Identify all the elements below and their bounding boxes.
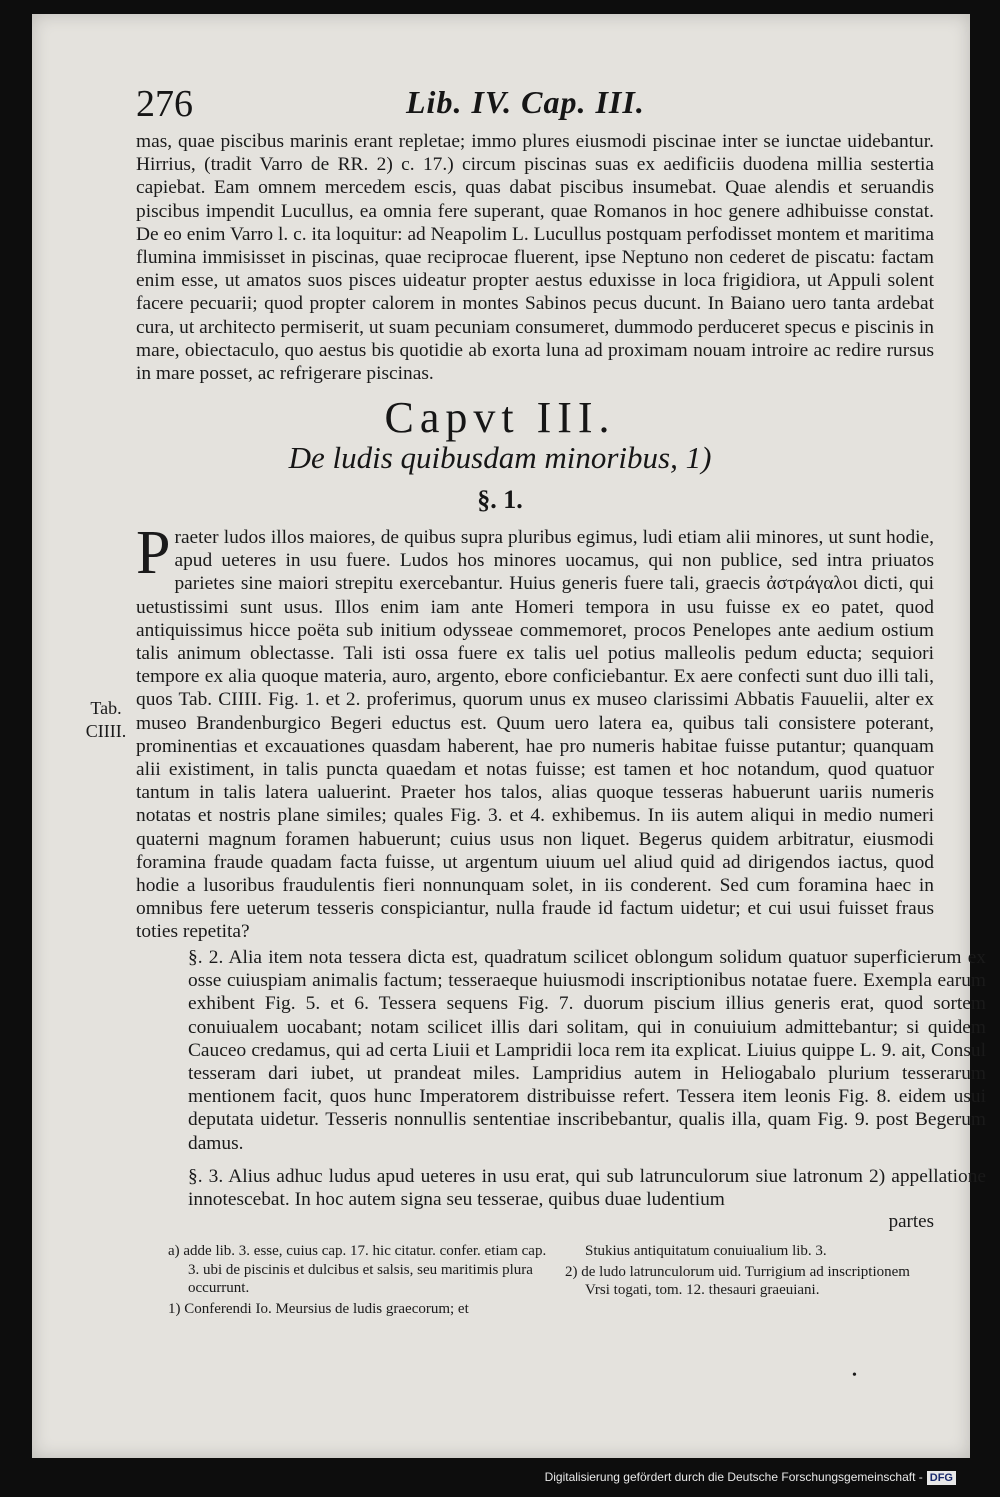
footnote: 1) Conferendi Io. Meursius de ludis graecorum; et [168, 1300, 469, 1317]
dfg-logo: DFG [927, 1471, 956, 1485]
chapter-title: Capvt III. [384, 393, 616, 442]
footnotes-left [168, 1242, 548, 1320]
paragraph-3 [136, 1165, 986, 1211]
chapter-subtitle: De ludis quibusdam minoribus, 1) [288, 440, 712, 475]
printer-mark: • [852, 1368, 857, 1383]
catchword: partes [888, 1211, 934, 1232]
paragraph-2-text: §. 2. Alia item nota tessera dicta est, quadratum scilicet oblongum solidum quatuor superficierum ex osse cuiuspiam animalis factum; tesseraeque huiusmodi inscriptionibus notatae fuere. Exempla earum exhibent Fig. 5. et 6. Tessera sequens Fig. 7. duorum piscium illius generis erat, quod sortem conuiualem uocabant; notam scilicet illis dari solitam, qui in conuiuium admittebantur; si quidem Cauceo credamus, qui ad certa Liuii et Lampridii loca rem ita explicat. Liuius quippe L. 9. ait, Consul tesseram dari iubet, ut prandeat miles. Lampridius autem in Heliogabalo plurium tesserarum mentionem facit, quos hunc Imperatorem distribuisse refert. Tessera item leonis Fig. 8. eidem usui deputata uidetur. Tesseris nonnullis sententiae inscribebantur, qualis illa, quam Fig. 9. post Begerum damus. [188, 947, 986, 1154]
drop-cap: P [136, 519, 171, 587]
running-title: Lib. IV. Cap. III. [406, 84, 645, 120]
continuation-paragraph [136, 130, 934, 385]
continuation-text: mas, quae piscibus marinis erant repletae; immo plures eiusmodi piscinae inter se iunctae uidebantur. Hirrius, (tradit Varro de RR. 2) c. 17.) circum piscinas suas ex aedificiis duodena millia sestertia capiebat. Eam omnem mercedem escis, quas dabat piscibus insumebat. Quae alendis et seruandis piscibus impendit Lucullus, ea omnia fere superant, quae Romanos in hoc genere adhibuisse constat. De eo enim Varro l. c. ita loquitur: ad Neapolim L. Lucullus postquam perfodisset montem et maritima flumina immisisset in piscinas, quae reciprocae fluerent, ipse Neptuno non cederet de piscatu: factam enim esse, ut amatos suos pisces uideatur propter aestus eduxisse in loca frigidiora, ut Appuli solent facere pecuarii; quod propter calorem in montes Sabinos pecus ducunt. In Baiano uero tanta ardebat cura, ut architecto permiserit, ut suam pecuniam consumeret, dummodo perduceret specus e piscinis in mare, obiectaculo, quo aestus bis quotidie ab exorta luna ad proximam nouam introire ac redire rursus in mare posset, ac refrigerare piscinas. [136, 131, 934, 385]
page-number: 276 [136, 83, 193, 125]
margin-note: Tab. CIIII. [85, 698, 127, 741]
section-mark: §. 1. [477, 485, 523, 514]
paragraph-1-text: raeter ludos illos maiores, de quibus supra pluribus egimus, ludi etiam alii minores, ut sunt hodie, apud ueteres in usu fuere. Ludos hos minores uocamus, qui non publice, sed intra priuatos parietes sine maiori strepitu exercebantur. Huius generis fuere tali, graecis ἀστράγαλοι dicti, qui uetustissimi sunt usus. Illos enim iam ante Homeri tempora in usu fuisse ex eo patet, quod antiquissimus hicce poëta sub initium odysseae commemoret, procos Penelopes ante aedium ostium talis animum oblectasse. Tali isti ossa fuere ex talis uel potius malleolis pedum educta; sequiori tempore ex alia quoque materia, auro, argento, ebore conficiebantur. Ex aere confecti sunt duo illi tali, quos Tab. CIIII. Fig. 1. et 2. proferimus, quorum unus ex museo clarissimi Abbatis Fauuelii, alter ex museo Brandenburgico Begeri eductus est. Quum uero latera ea, quibus tali consistere poterant, prominentias et excauationes quasdam haberent, hae pro numeris habitae fuisse putantur; quanquam alii existiment, in talis puncta quaedam et notas fuisse; est tamen et hoc notandum, quod quatuor tantum in talis latera ualuerint. Praeter hos talos, alias quoque tesseras habuerunt uariis numeris notatas et nostris plane similes; quales Fig. 3. et 4. exhibemus. In iis autem aliqui in medio numeri quaterni magnum foramen habuerunt; cuius usus non liquet. Begerus quidem arbitratur, eiusmodi foramina fraude quadam facta fuisse, ut argentum uiuum uel aliud quid ad dirigendos iactus, quod hodie a lusoribus fraudulentis fieri nonnunquam solet, in iis conderent. Sed cum foramina haec in omnibus fere ueterum tesseris conspiciantur, nulla fraude id factum uidetur; et cui usui fuisset fraus toties repetita? [136, 527, 934, 943]
paragraph-2 [136, 946, 986, 1155]
footnote: a) adde lib. 3. esse, cuius cap. 17. hic citatur. confer. etiam cap. 3. ubi de piscinis et dulcibus et salsis, seu maritimis plura occurrunt. [168, 1243, 547, 1297]
digitization-footer [0, 1470, 1000, 1485]
footnote: Stukius antiquitatum conuiualium lib. 3. [585, 1243, 827, 1259]
page-header [136, 82, 936, 132]
paragraph-3-text: §. 3. Alius adhuc ludus apud ueteres in usu erat, qui sub latrunculorum siue latronum 2) appellatione innotescebat. In hoc autem signa seu tesserae, quibus duae ludentium [188, 1166, 986, 1211]
footer-text: Digitalisierung gefördert durch die Deutsche Forschungsgemeinschaft - [544, 1470, 923, 1484]
paragraph-1 [136, 519, 934, 944]
footnote: 2) de ludo latrunculorum uid. Turrigium ad inscriptionem Vrsi togati, tom. 12. thesauri graeuiani. [565, 1263, 910, 1299]
footnotes-right [565, 1242, 937, 1302]
